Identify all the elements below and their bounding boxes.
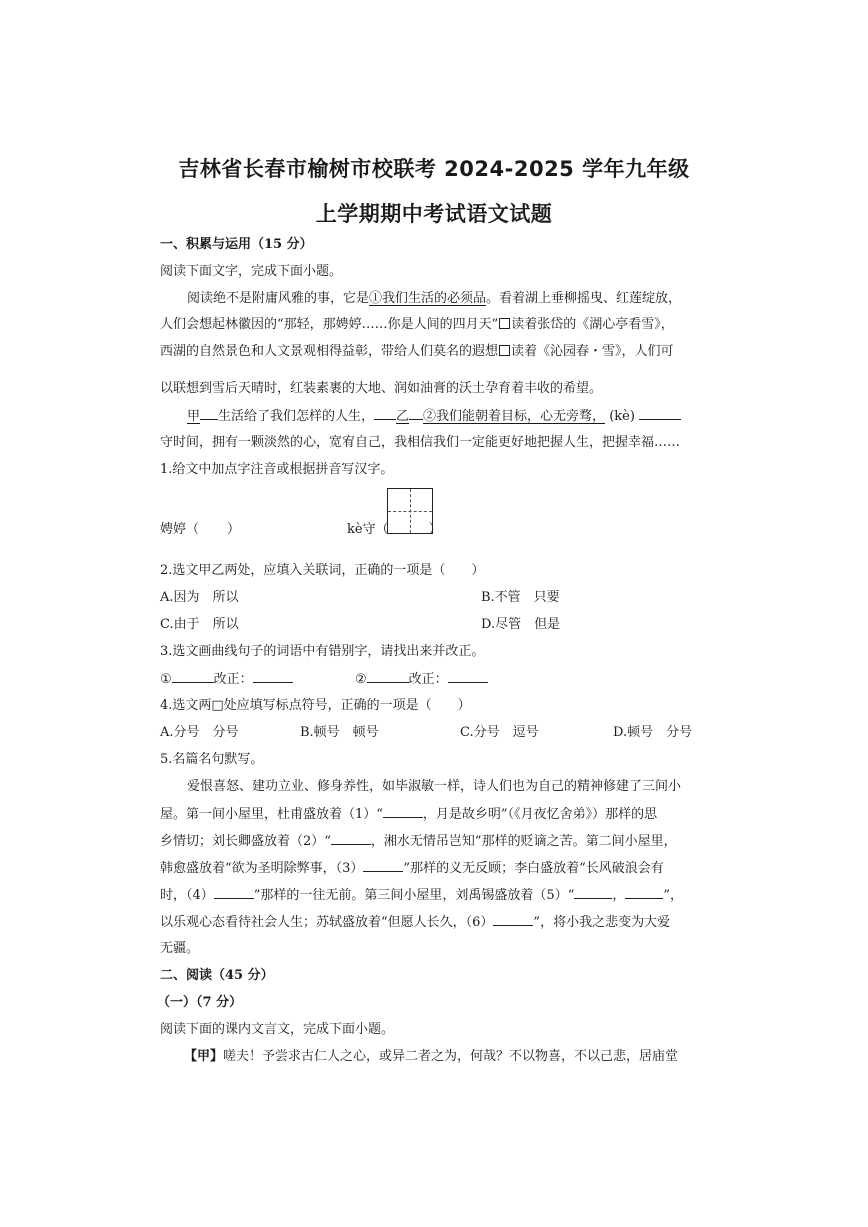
classical-text: 嗟夫！予尝求古仁人之心，或异二者之为，何哉？不以物喜，不以己悲，居庙堂	[223, 1049, 679, 1064]
answer-blank-3[interactable]	[363, 859, 403, 872]
q5-text: ”那样的义无反顾；李白盛放着“长风破浪会有	[403, 861, 664, 876]
passage-text: 阅读绝不是附庸风雅的事，它是	[187, 291, 370, 306]
q3-answer-1	[160, 670, 293, 689]
section2-heading: 二、阅读（45 分）	[160, 968, 274, 983]
q2-option-d[interactable]: D.尽管 但是	[481, 617, 561, 632]
blank-jia: 甲	[187, 409, 201, 424]
pinyin-ke: (kè)	[609, 409, 635, 424]
passage-tag-jia: 【甲】	[184, 1049, 224, 1064]
q5-text: ”那样的一往无前。第三间小屋里，刘禹锡盛放着（5）“	[253, 888, 575, 903]
q5-line	[160, 886, 683, 905]
question-2: 2.选文甲乙两处，应填入关联词，正确的一项是（ ）	[160, 563, 485, 578]
q1-b-close: ）	[428, 522, 442, 537]
passage-text: 生活给了我们怎样的人生，	[218, 409, 375, 424]
passage-line	[187, 407, 681, 426]
answer-blank-4[interactable]	[214, 886, 254, 899]
answer-blank-5a[interactable]	[574, 886, 612, 899]
passage-line	[160, 343, 674, 361]
q5-text: 时，（4）	[160, 888, 214, 903]
q3-num: ②	[355, 672, 367, 687]
q1-a-close: ）	[227, 522, 241, 537]
q1-a-label: 娉婷（	[160, 522, 200, 537]
q5-text: ”，	[663, 888, 684, 903]
q5-text: ，	[612, 888, 626, 903]
section2-intro: 阅读下面的课内文言文，完成下面小题。	[160, 1022, 395, 1037]
section1-intro: 阅读下面文字，完成下面小题。	[160, 264, 343, 279]
section2-subheading: （一）（7 分）	[157, 995, 243, 1010]
answer-blank[interactable]	[639, 407, 681, 420]
blank-line	[374, 407, 396, 420]
q4-option-c[interactable]: C.分号 逗号	[460, 725, 539, 740]
q4-option-d[interactable]: D.顿号 分号	[613, 725, 693, 740]
question-4: 4.选文两□处应填写标点符号，正确的一项是（ ）	[160, 698, 471, 713]
punctuation-box	[499, 345, 510, 356]
q2-option-c[interactable]: C.由于 所以	[160, 617, 239, 632]
q3-fix-label: 改正：	[213, 672, 253, 687]
q5-line: 爱恨喜怒、建功立业、修身养性，如毕淑敏一样，诗人们也为自己的精神修建了三间小	[187, 779, 682, 794]
punctuation-box	[499, 318, 510, 329]
question-3: 3.选文画曲线句子的词语中有错别字，请找出来并改正。	[160, 644, 485, 659]
q2-option-a[interactable]: A.因为 所以	[160, 590, 239, 605]
question-5: 5.名篇名句默写。	[160, 752, 264, 767]
exam-title-line1: 吉林省长春市榆树市校联考 2024-2025 学年九年级	[178, 157, 690, 181]
q2-option-b[interactable]: B.不管 只要	[481, 590, 560, 605]
question-1: 1.给文中加点字注音或根据拼音写汉字。	[160, 462, 394, 477]
q5-line	[160, 859, 664, 878]
q4-option-b[interactable]: B.顿号 顿号	[300, 725, 379, 740]
passage-text: 人们会想起林徽因的“那轻，那娉婷……你是人间的四月天”	[160, 317, 499, 332]
q3-fix-label: 改正：	[408, 672, 448, 687]
passage-line: 以联想到雪后天晴时，红装素裹的大地、润如油膏的沃土孕育着丰收的希望。	[160, 381, 603, 396]
answer-blank-5b[interactable]	[625, 886, 663, 899]
passage-text: 读着《沁园春・雪》，人们可	[511, 344, 674, 359]
answer-blank-6[interactable]	[493, 913, 533, 926]
q5-text: ，月是故乡明”（《月夜忆舍弟》）那样的思	[422, 807, 658, 822]
blank-yi: 乙	[396, 409, 410, 424]
underlined-phrase-2: ②我们能朝着目标，心无旁骛，	[423, 409, 606, 424]
q5-text: 乡情切；刘长卿盛放着（2）“	[160, 834, 331, 849]
passage-line	[160, 316, 674, 334]
blank-line	[200, 407, 218, 420]
q5-text: 韩愈盛放着“欲为圣明除弊事，（3）	[160, 861, 364, 876]
q5-text: 屋。第一间小屋里，杜甫盛放着（1）“	[160, 807, 383, 822]
section1-heading: 一、积累与运用（15 分）	[160, 237, 313, 252]
q5-line: 无疆。	[160, 941, 200, 956]
q4-option-a[interactable]: A.分号 分号	[160, 725, 239, 740]
q3-num: ①	[160, 672, 172, 687]
q5-text: 以乐观心态看待社会人生；苏轼盛放着“但愿人长久，（6）	[160, 915, 494, 930]
passage-line	[187, 290, 681, 308]
q1-b-label: kè守（	[347, 522, 389, 537]
classical-text-line	[184, 1048, 678, 1066]
q5-text: ，湘水无情吊岂知”那样的贬谪之苦。第二间小屋里，	[370, 834, 677, 849]
q5-line	[160, 832, 677, 851]
answer-blank-2[interactable]	[331, 832, 371, 845]
passage-text: 。看着湖上垂柳摇曳、红莲绽放，	[486, 291, 682, 306]
passage-text: 读着张岱的《湖心亭看雪》，	[511, 317, 674, 332]
q5-line	[160, 805, 657, 824]
q1-a	[160, 521, 240, 539]
answer-blank-1[interactable]	[383, 805, 423, 818]
answer-blank[interactable]	[367, 670, 409, 683]
answer-blank[interactable]	[253, 670, 293, 683]
answer-blank[interactable]	[448, 670, 488, 683]
exam-title-line2: 上学期期中考试语文试题	[315, 202, 553, 226]
passage-line: 守时间，拥有一颗淡然的心，宽宥自己，我相信我们一定能更好地把握人生，把握幸福……	[160, 435, 681, 450]
tianzige-grid[interactable]	[387, 488, 433, 534]
underlined-phrase-1: ①我们生活的必须品	[369, 291, 487, 306]
q5-line	[160, 913, 670, 932]
q3-answer-2	[355, 670, 488, 689]
answer-blank[interactable]	[172, 670, 214, 683]
blank-line	[409, 407, 423, 420]
q5-text: ”，将小我之悲变为大爱	[533, 915, 671, 930]
passage-text: 西湖的自然景色和人文景观相得益彰，带给人们莫名的遐想	[160, 344, 499, 359]
